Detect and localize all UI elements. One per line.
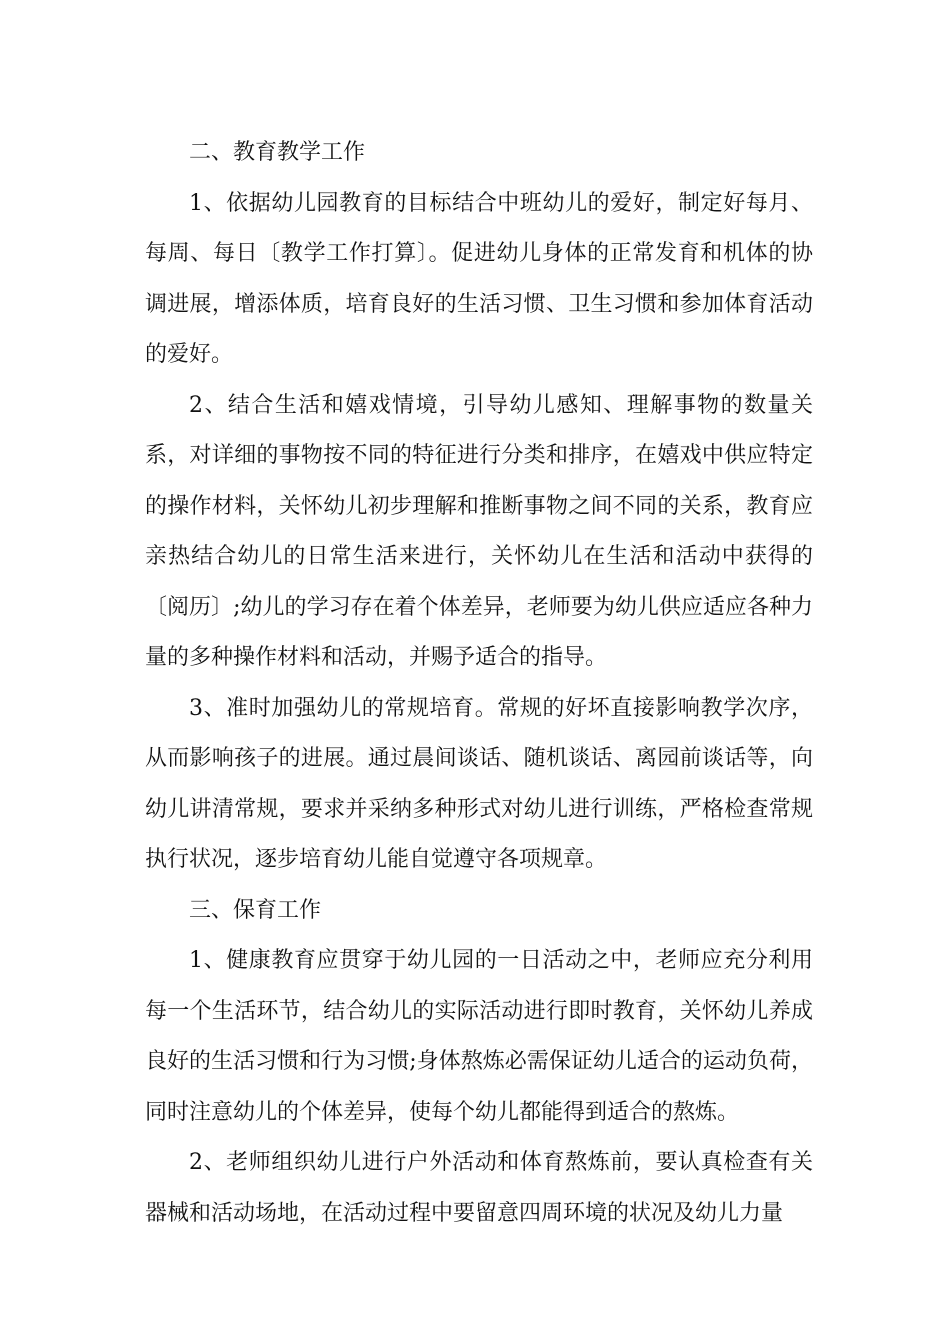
section-3-heading: 三、保育工作 xyxy=(189,897,322,923)
section-2-heading: 二、教育教学工作 xyxy=(189,140,366,165)
section-2-item-3: 3、准时加强幼儿的常规培育。常规的好坏直接影响教学次序，从而影响孩子的进展。通过晨间谈话、随机谈话、离园前谈话等，向幼儿讲清常规，要求并采纳多种形式对幼儿进行训练，严格检查常规执行状况，逐步培育幼儿能自觉遵守各项规章。 xyxy=(145,695,813,872)
section-2-item-1: 1、依据幼儿园教育的目标结合中班幼儿的爱好，制定好每月、每周、每日〔教学工作打算〕。促进幼儿身体的正常发育和机体的协调进展，增添体质，培育良好的生活习惯、卫生习惯和参加体育活动的爱好。 xyxy=(145,190,813,367)
section-3-item-2: 2、老师组织幼儿进行户外活动和体育熬炼前，要认真检查有关器械和活动场地，在活动过程中要留意四周环境的状况及幼儿力量 xyxy=(145,1150,813,1226)
section-2-item-2: 2、结合生活和嬉戏情境，引导幼儿感知、理解事物的数量关系，对详细的事物按不同的特征进行分类和排序，在嬉戏中供应特定的操作材料，关怀幼儿初步理解和推断事物之间不同的关系，教育应亲热结合幼儿的日常生活来进行，关怀幼儿在生活和活动中获得的〔阅历〕;幼儿的学习存在着个体差异，老师要为幼儿供应适应各种力量的多种操作材料和活动，并赐予适合的指导。 xyxy=(145,392,813,670)
section-3-item-1: 1、健康教育应贯穿于幼儿园的一日活动之中，老师应充分利用每一个生活环节，结合幼儿的实际活动进行即时教育，关怀幼儿养成良好的生活习惯和行为习惯;身体熬炼必需保证幼儿适合的运动负荷，同时注意幼儿的个体差异，使每个幼儿都能得到适合的熬炼。 xyxy=(145,948,813,1125)
document-body xyxy=(145,128,813,1239)
